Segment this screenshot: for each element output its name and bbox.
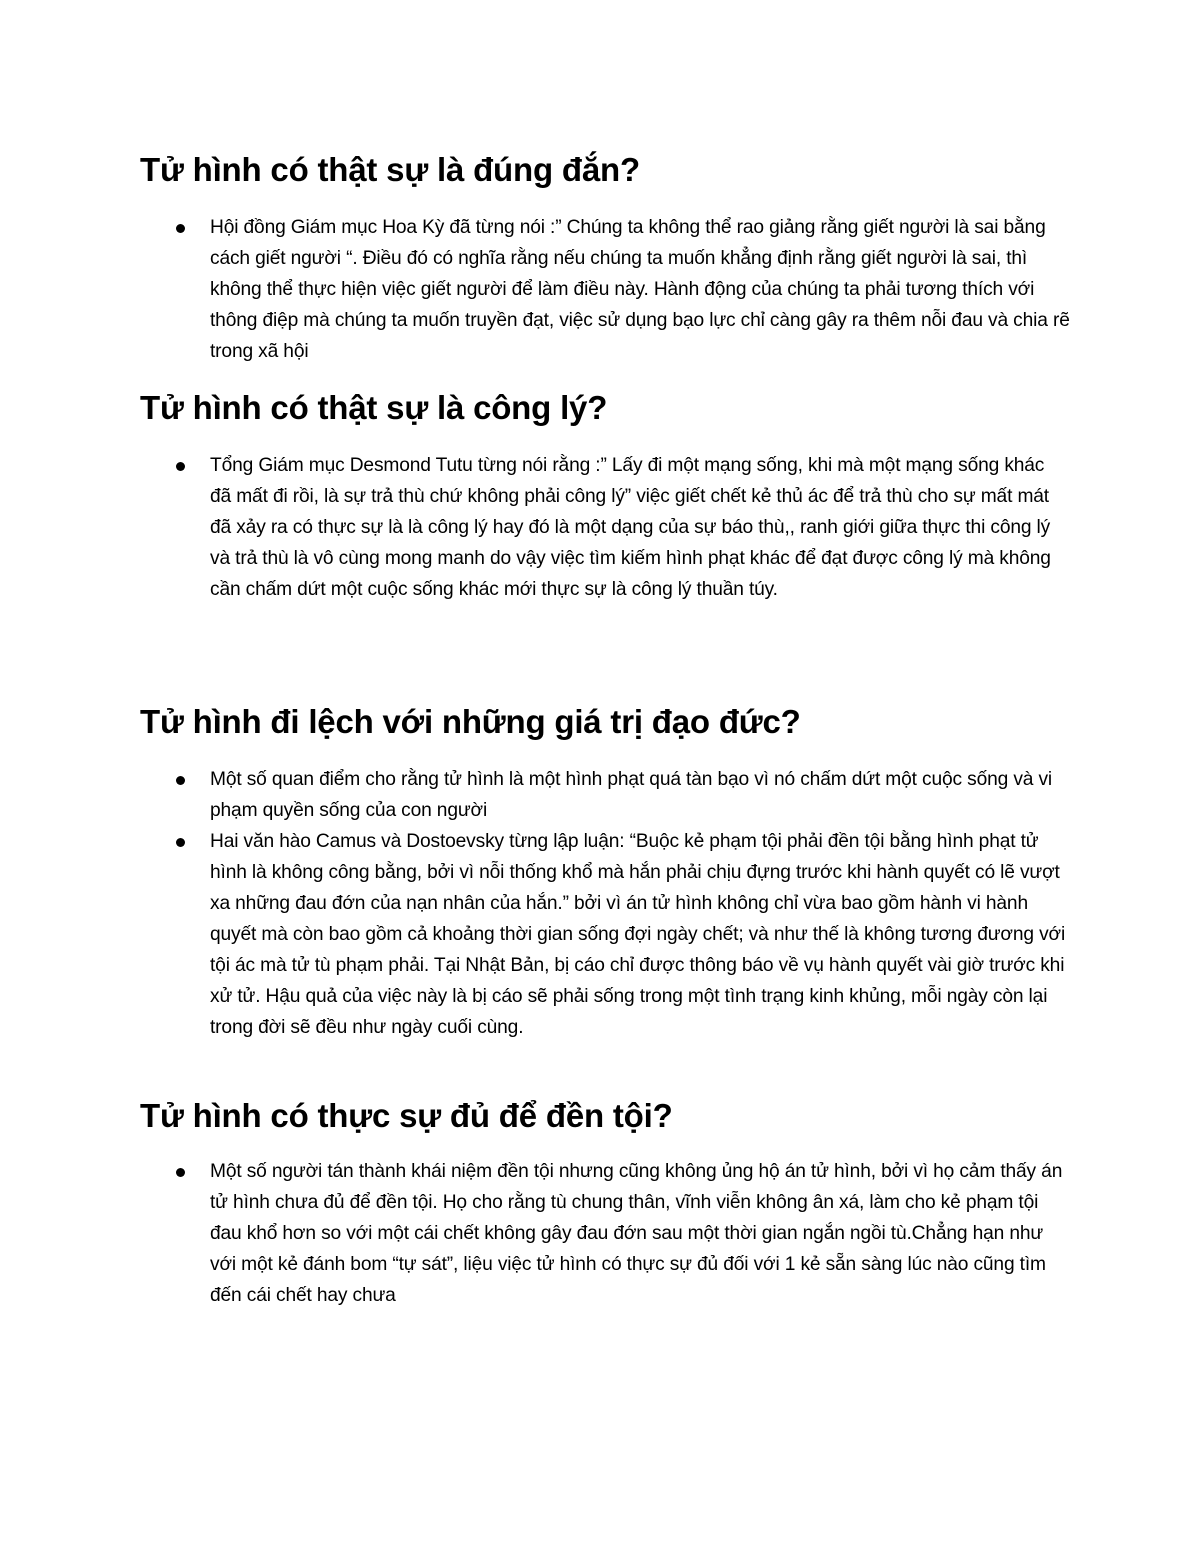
- section-correctness: [140, 150, 1070, 367]
- bullet-item: [140, 764, 1070, 826]
- section-heading: Tử hình đi lệch với những giá trị đạo đức?: [140, 703, 801, 740]
- section-heading: Tử hình có thật sự là công lý?: [140, 389, 608, 426]
- bullet-text: Một số quan điểm cho rằng tử hình là một hình phạt quá tàn bạo vì nó chấm dứt một cuộc sống và vi phạm quyền sống của con người: [210, 769, 1053, 821]
- section-atonement: [140, 1096, 1070, 1311]
- section-heading: Tử hình có thực sự đủ để đền tội?: [140, 1097, 673, 1134]
- bullet-dot-icon: [176, 1168, 185, 1177]
- bullet-dot-icon: [176, 838, 185, 847]
- bullet-list: [140, 450, 1070, 605]
- section-heading: Tử hình có thật sự là đúng đắn?: [140, 151, 640, 188]
- bullet-item: [140, 212, 1070, 367]
- bullet-item: [140, 1156, 1070, 1311]
- bullet-text: Hội đồng Giám mục Hoa Kỳ đã từng nói :” Chúng ta không thể rao giảng rằng giết người là sai bằng cách giết người “. Điều đó có nghĩa rằng nếu chúng ta muốn khẳng định rằng giết người là sai, thì không thể thực hiện việc giết người để làm điều này. Hành động của chúng ta phải tương thích với thông điệp mà chúng ta muốn truyền đạt, việc sử dụng bạo lực chỉ càng gây ra thêm nỗi đau và chia rẽ trong xã hội: [210, 217, 1070, 362]
- bullet-list: [140, 1156, 1070, 1311]
- bullet-item: [140, 826, 1070, 1043]
- bullet-dot-icon: [176, 776, 185, 785]
- bullet-dot-icon: [176, 224, 185, 233]
- section-moral-values: [140, 702, 1070, 1043]
- bullet-item: [140, 450, 1070, 605]
- bullet-text: Tổng Giám mục Desmond Tutu từng nói rằng :” Lấy đi một mạng sống, khi mà một mạng sống khác đã mất đi rồi, là sự trả thù chứ không phải công lý” việc giết chết kẻ thủ ác để trả thù cho sự mất mát đã xảy ra có thực sự là là công lý hay đó là một dạng của sự báo thù,, ranh giới giữa thực thi công lý và trả thù là vô cùng mong manh do vậy việc tìm kiếm hình phạt khác để đạt được công lý mà không cần chấm dứt một cuộc sống khác mới thực sự là công lý thuần túy.: [210, 455, 1051, 600]
- bullet-list: [140, 764, 1070, 1043]
- bullet-text: Một số người tán thành khái niệm đền tội nhưng cũng không ủng hộ án tử hình, bởi vì họ cảm thấy án tử hình chưa đủ để đền tội. Họ cho rằng tù chung thân, vĩnh viễn không ân xá, làm cho kẻ phạm tội đau khổ hơn so với một cái chết không gây đau đớn sau một thời gian ngắn ngồi tù.Chẳng hạn như với một kẻ đánh bom “tự sát”, liệu việc tử hình có thực sự đủ đối với 1 kẻ sẵn sàng lúc nào cũng tìm đến cái chết hay chưa: [210, 1161, 1063, 1306]
- bullet-text: Hai văn hào Camus và Dostoevsky từng lập luận: “Buộc kẻ phạm tội phải đền tội bằng hình phạt tử hình là không công bằng, bởi vì nỗi thống khổ mà hắn phải chịu đựng trước khi hành quyết có lẽ vượt xa những đau đớn của nạn nhân của hắn.” bởi vì án tử hình không chỉ vừa bao gồm hành vi hành quyết mà còn bao gồm cả khoảng thời gian sống đợi ngày chết; và như thế là không tương đương với tội ác mà tử tù phạm phải. Tại Nhật Bản, bị cáo chỉ được thông báo về vụ hành quyết vài giờ trước khi xử tử. Hậu quả của việc này là bị cáo sẽ phải sống trong một tình trạng kinh khủng, mỗi ngày còn lại trong đời sẽ đều như ngày cuối cùng.: [210, 831, 1066, 1038]
- bullet-dot-icon: [176, 462, 185, 471]
- section-justice: [140, 388, 1070, 605]
- bullet-list: [140, 212, 1070, 367]
